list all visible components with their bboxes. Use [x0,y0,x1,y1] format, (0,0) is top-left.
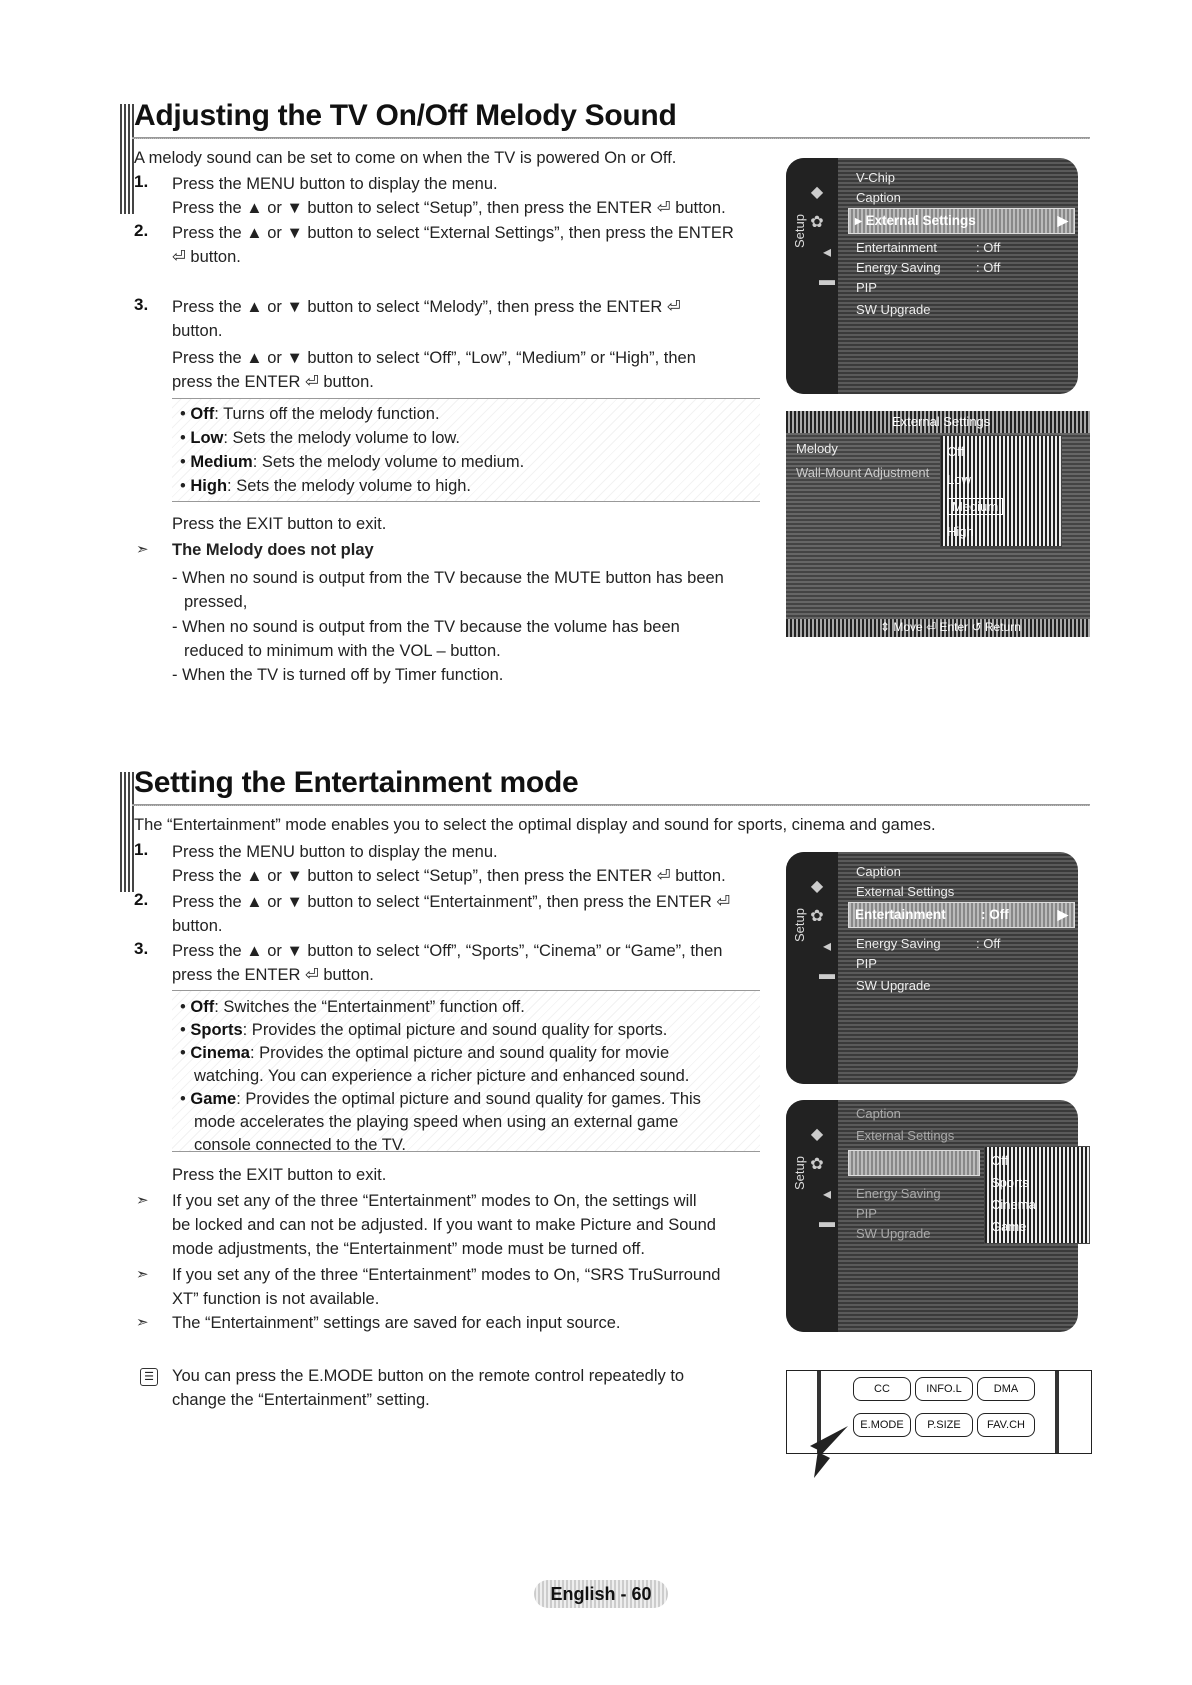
s1-note-l1: - When no sound is output from the TV because the MUTE button has been [172,569,724,587]
s2-opt-sports: • Sports: Provides the optimal picture and sound quality for sports. [180,1021,668,1039]
s2-step3-l2: press the ENTER ⏎ button. [172,966,374,984]
tv-external-settings [786,411,1090,637]
s1-step3-l1: Press the ▲ or ▼ button to select “Melody”, then press the ENTER ⏎ [172,298,681,316]
s1-note-l3: - When no sound is output from the TV because the volume has been [172,618,680,636]
s1-step1-l1: Press the MENU button to display the menu. [172,175,498,193]
s2-opt-game-cont2: console connected to the TV. [194,1136,406,1154]
tv3-selected-row: Entertainment : Off ▶ [848,902,1075,928]
s1-step3-l2: button. [172,322,223,340]
sound-icon: ◂ [822,244,832,261]
s1-exit: Press the EXIT button to exit. [172,515,387,533]
s2-opt-off: • Off: Switches the “Entertainment” function off. [180,998,525,1016]
s2-step2-l2: button. [172,917,223,935]
setup-icon: ✿ [810,908,824,925]
s1-note-title: The Melody does not play [172,541,374,559]
tv-setup-menu-2 [786,852,1078,1084]
tv4-popup-cinema: Cinema [991,1197,1036,1212]
tv3-side-label: Setup [792,908,807,942]
tv1-val-energy: : Off [976,260,1001,275]
input-icon: ▬ [819,966,835,983]
s1-opt-low: • Low: Sets the melody volume to low. [180,429,460,447]
s1-opt-off: • Off: Turns off the melody function. [180,405,440,423]
tv3-item-external: External Settings [856,884,955,899]
info-button: INFO.L [915,1377,973,1401]
tv-setup-menu-1 [786,158,1078,394]
s2-note1-l3: mode adjustments, the “Entertainment” mode must be turned off. [172,1240,645,1258]
section2-marker [120,772,134,892]
tv3-val-energy: : Off [976,936,1001,951]
s2-note1-l2: be locked and can not be adjusted. If you want to make Picture and Sound [172,1216,716,1234]
tv1-item-energy: Energy Saving [856,260,941,275]
picture-icon: ◆ [810,1126,824,1143]
tv2-popup-low: Low [947,472,971,487]
input-icon: ▬ [819,1214,835,1231]
tv4-item-energy: Energy Saving [856,1186,941,1201]
tv2-footer: ⇕ Move ⏎ Enter ↺ Return [880,620,1021,634]
s2-note3-arrow: ➣ [136,1314,149,1331]
cc-button: CC [853,1377,911,1401]
tv3-item-energy: Energy Saving [856,936,941,951]
s2-exit: Press the EXIT button to exit. [172,1166,387,1184]
s2-note2-arrow: ➣ [136,1266,149,1283]
tv3-item-swupgrade: SW Upgrade [856,978,931,993]
tv2-popup [940,435,1062,547]
tv2-popup-off: Off [947,444,965,459]
picture-icon: ◆ [810,878,824,895]
remote-right-edge [1055,1371,1059,1453]
remote-tip-icon: ☰ [140,1368,158,1386]
s1-opt-medium: • Medium: Sets the melody volume to medium. [180,453,525,471]
s2-tip-l2: change the “Entertainment” setting. [172,1391,430,1409]
s2-note2-l1: If you set any of the three “Entertainment” modes to On, “SRS TruSurround [172,1266,721,1284]
s1-note-arrow: ➣ [136,541,149,558]
s2-note1-l1: If you set any of the three “Entertainment” modes to On, the settings will [172,1192,697,1210]
section2-title: Setting the Entertainment mode [134,766,579,799]
dma-button: DMA [977,1377,1035,1401]
tv-side-label: Setup [792,214,807,248]
s2-note2-l2: XT” function is not available. [172,1290,380,1308]
s2-opt-game-cont1: mode accelerates the playing speed when using an external game [194,1113,679,1131]
tv2-item-melody: Melody [796,441,838,456]
tv3-item-caption: Caption [856,864,901,879]
s1-step1-num: 1. [134,172,149,191]
tv4-popup [984,1146,1090,1244]
tv1-val-entertainment: : Off [976,240,1001,255]
page-footer: English - 60 [534,1580,668,1608]
s1-step2-l1: Press the ▲ or ▼ button to select “External Settings”, then press the ENTER [172,224,734,242]
s1-step3-l4: press the ENTER ⏎ button. [172,373,374,391]
s1-step3-l3: Press the ▲ or ▼ button to select “Off”, “Low”, “Medium” or “High”, then [172,349,696,367]
tv1-selected-row: ▸ External Settings ▶ [848,208,1075,234]
tv2-header: External Settings [892,414,991,429]
s2-step1-num: 1. [134,840,149,859]
tv4-popup-sports: Sports [991,1175,1029,1190]
tv2-popup-high: High [947,524,974,539]
tv4-side-label: Setup [792,1156,807,1190]
s2-opt-cinema: • Cinema: Provides the optimal picture and sound quality for movie [180,1044,670,1062]
tv2-popup-medium: Medium [947,498,1003,515]
s2-opt-game: • Game: Provides the optimal picture and sound quality for games. This [180,1090,701,1108]
s1-step2-num: 2. [134,221,149,240]
favch-button: FAV.CH [977,1413,1035,1437]
tv1-item-entertainment: Entertainment [856,240,937,255]
s2-opt-cinema-cont: watching. You can experience a richer picture and enhanced sound. [194,1067,690,1085]
section1-rule [132,137,1090,139]
section1-marker [120,104,134,214]
tv2-item-wallmount: Wall-Mount Adjustment [796,465,930,480]
section2-intro: The “Entertainment” mode enables you to select the optimal display and sound for sports, cinema and games. [134,816,936,834]
tv4-item-caption: Caption [856,1106,901,1121]
input-icon: ▬ [819,272,835,289]
s1-opt-high: • High: Sets the melody volume to high. [180,477,472,495]
section1-title: Adjusting the TV On/Off Melody Sound [134,99,677,132]
tv1-item-swupgrade: SW Upgrade [856,302,931,317]
pointer-arrow-icon [800,1420,860,1480]
picture-icon: ◆ [810,184,824,201]
s1-note-l5: - When the TV is turned off by Timer function. [172,666,504,684]
section1-intro: A melody sound can be set to come on when the TV is powered On or Off. [134,149,677,167]
s2-step1-l1: Press the MENU button to display the menu. [172,843,498,861]
tv1-item-vchip: V-Chip [856,170,896,185]
tv4-selected-row [848,1150,980,1176]
tv4-item-external: External Settings [856,1128,955,1143]
sound-icon: ◂ [822,938,832,955]
tv3-item-pip: PIP [856,956,877,971]
s1-note-l4: reduced to minimum with the VOL – button. [184,642,501,660]
s2-step2-num: 2. [134,890,149,909]
tv4-item-pip: PIP [856,1206,877,1221]
tv4-popup-off: Off [991,1153,1009,1168]
tv1-item-pip: PIP [856,280,877,295]
s1-step1-l2: Press the ▲ or ▼ button to select “Setup”, then press the ENTER ⏎ button. [172,199,726,217]
s2-step2-l1: Press the ▲ or ▼ button to select “Entertainment”, then press the ENTER ⏎ [172,893,731,911]
s2-note1-arrow: ➣ [136,1192,149,1209]
psize-button: P.SIZE [915,1413,973,1437]
s2-note3-l1: The “Entertainment” settings are saved for each input source. [172,1314,621,1332]
s1-note-l2: pressed, [184,593,248,611]
s2-step3-num: 3. [134,939,149,958]
s1-step2-l2: ⏎ button. [172,248,241,266]
sound-icon: ◂ [822,1186,832,1203]
tv4-item-swupgrade: SW Upgrade [856,1226,931,1241]
s2-step3-l1: Press the ▲ or ▼ button to select “Off”, “Sports”, “Cinema” or “Game”, then [172,942,723,960]
setup-icon: ✿ [810,1156,824,1173]
setup-icon: ✿ [810,214,824,231]
s1-step3-num: 3. [134,295,149,314]
tv1-item-caption: Caption [856,190,901,205]
emode-button: E.MODE [853,1413,911,1437]
s2-step1-l2: Press the ▲ or ▼ button to select “Setup”, then press the ENTER ⏎ button. [172,867,726,885]
tv4-popup-game: Game [991,1219,1027,1234]
s2-tip-l1: You can press the E.MODE button on the remote control repeatedly to [172,1367,685,1385]
section2-rule [132,804,1090,806]
